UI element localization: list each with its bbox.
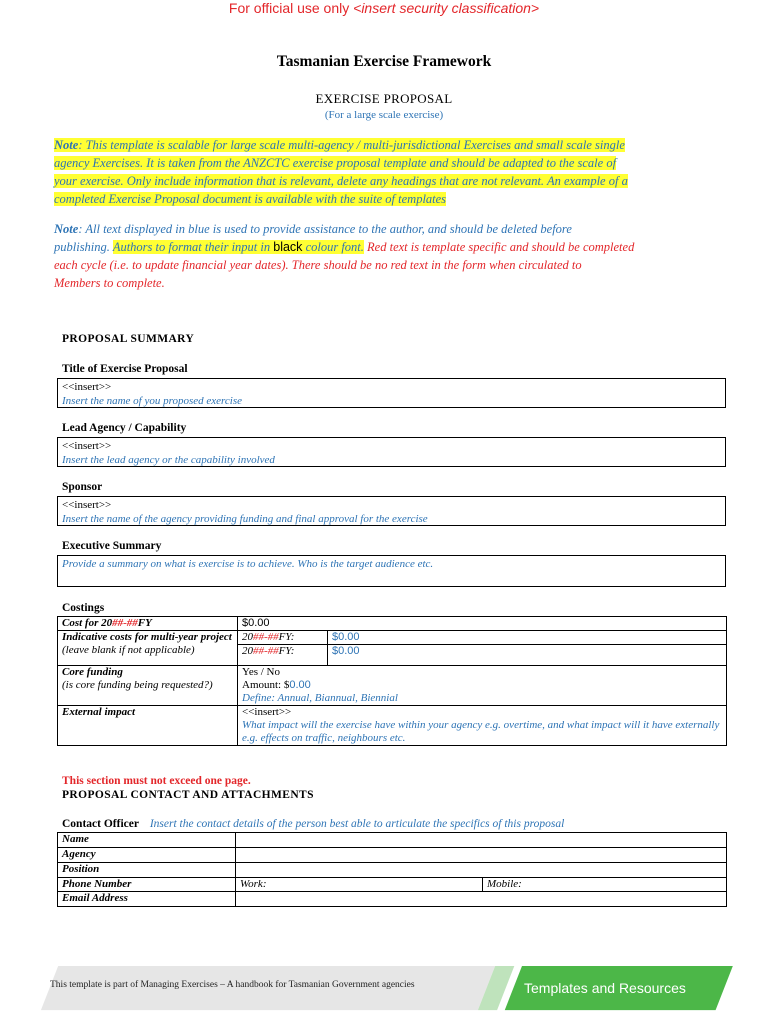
note-label: Note (54, 138, 79, 152)
executive-summary-label: Executive Summary (62, 540, 162, 552)
core-funding-value[interactable] (238, 666, 727, 706)
note-text: colour font. (302, 240, 364, 254)
title-label: Title of Exercise Proposal (62, 363, 188, 375)
page-title: Tasmanian Exercise Framework (276, 53, 492, 70)
sponsor-label: Sponsor (62, 481, 103, 493)
footer-text: This template is part of Managing Exercises – A handbook for Tasmanian Government agencies (50, 980, 415, 990)
external-impact-value[interactable] (238, 706, 727, 746)
footer-badge-text: Templates and Resources (524, 980, 686, 996)
costings-table (57, 616, 727, 746)
section-heading-proposal-summary: PROPOSAL SUMMARY (62, 333, 195, 345)
contact-name-label: Name (58, 833, 236, 848)
external-impact-label: External impact (58, 706, 238, 746)
classification-placeholder: <insert security classification> (353, 0, 540, 16)
executive-summary-field[interactable] (57, 555, 726, 587)
fy-label: 20##-##FY: (238, 645, 328, 666)
core-funding-label: Core funding (is core funding being requested?) (58, 666, 238, 706)
note-red-text: Red text is template specific and should be completed (363, 240, 635, 254)
classification-prefix: For official use only (228, 0, 354, 16)
contact-agency-field[interactable] (236, 848, 727, 863)
table-row (58, 878, 727, 892)
note-red-text: Members to complete. (54, 276, 165, 290)
contact-name-field[interactable] (236, 833, 727, 848)
costings-label: Costings (62, 602, 105, 614)
insert-placeholder: <<insert>> (62, 381, 112, 393)
note-text: publishing. (54, 240, 113, 254)
phone-mobile-field[interactable]: Mobile: (483, 878, 727, 892)
sponsor-field[interactable] (57, 496, 726, 526)
phone-work-field[interactable]: Work: (236, 878, 483, 892)
cost-year-value[interactable]: $0.00 (238, 617, 727, 631)
note-colour-guide (54, 220, 744, 292)
fy-label: 20##-##FY: (238, 631, 328, 645)
field-hint: Insert the lead agency or the capability involved (62, 454, 275, 466)
section-heading-contact: PROPOSAL CONTACT AND ATTACHMENTS (62, 789, 314, 801)
field-hint: What impact will the exercise have within your agency e.g. overtime, and what impact will it have externally e.g. effects on traffic, neighbours etc. (242, 719, 720, 744)
lead-agency-field[interactable] (57, 437, 726, 467)
fy-value[interactable]: $0.00 (328, 645, 727, 666)
field-hint: Provide a summary on what is exercise is to achieve. Who is the target audience etc. (62, 558, 434, 570)
contact-position-field[interactable] (236, 863, 727, 878)
contact-phone-label: Phone Number (58, 878, 236, 892)
contact-table (57, 832, 727, 907)
table-row (58, 666, 727, 706)
note-text: Authors to format their input in (112, 240, 274, 254)
lead-agency-label: Lead Agency / Capability (62, 422, 187, 434)
yes-no-choice[interactable]: Yes / No (242, 666, 281, 678)
note-text: : All text displayed in blue is used to provide assistance to the author, and should be deleted before (78, 222, 572, 236)
contact-position-label: Position (58, 863, 236, 878)
classification-banner (0, 0, 768, 17)
note-text: completed Exercise Proposal document is available with the suite of templates (54, 192, 447, 206)
contact-officer-label: Contact Officer (62, 818, 139, 830)
table-row (58, 848, 727, 863)
table-row (58, 706, 727, 746)
field-hint: Define: Annual, Biannual, Biennial (242, 692, 398, 704)
field-hint: Insert the contact details of the person best able to articulate the specifics of this proposal (149, 818, 565, 830)
contact-agency-label: Agency (58, 848, 236, 863)
note-red-text: each cycle (i.e. to update financial year dates). There should be no red text in the form when circulated to (54, 258, 582, 272)
contact-officer-row (62, 818, 564, 830)
note-label: Note (54, 222, 79, 236)
section-limit-note: This section must not exceed one page. (62, 775, 251, 787)
field-hint: Insert the name of you proposed exercise (62, 395, 243, 407)
table-row (58, 863, 727, 878)
cost-year-label: Cost for 20##-##FY (58, 617, 238, 631)
table-row (58, 833, 727, 848)
amount-value[interactable]: 0.00 (289, 679, 311, 691)
field-hint: Insert the name of the agency providing funding and final approval for the exercise (62, 513, 428, 525)
note-scalable (54, 136, 744, 208)
note-text: : This template is scalable for large scale multi-agency / multi-jurisdictional Exercises and small scale single (78, 138, 625, 152)
insert-placeholder: <<insert>> (62, 440, 112, 452)
contact-email-field[interactable] (236, 892, 727, 907)
note-text: your exercise. Only include information that is relevant, delete any headings that are not relevant. An example of a (54, 174, 628, 188)
contact-email-label: Email Address (58, 892, 236, 907)
insert-placeholder: <<insert>> (62, 499, 112, 511)
table-row (58, 892, 727, 907)
insert-placeholder: <<insert>> (242, 706, 292, 718)
amount-label: Amount: $ (242, 679, 290, 691)
note-black-word: black (273, 240, 303, 254)
table-row (58, 631, 727, 645)
document-subtitle: EXERCISE PROPOSAL (315, 91, 453, 106)
scale-note: (For a large scale exercise) (324, 109, 444, 121)
title-field[interactable] (57, 378, 726, 408)
note-text: agency Exercises. It is taken from the ANZCTC exercise proposal template and should be adapted to the scale of (54, 156, 617, 170)
multi-year-label: Indicative costs for multi-year project (leave blank if not applicable) (58, 631, 238, 666)
table-row (58, 617, 727, 631)
fy-value[interactable]: $0.00 (328, 631, 727, 645)
